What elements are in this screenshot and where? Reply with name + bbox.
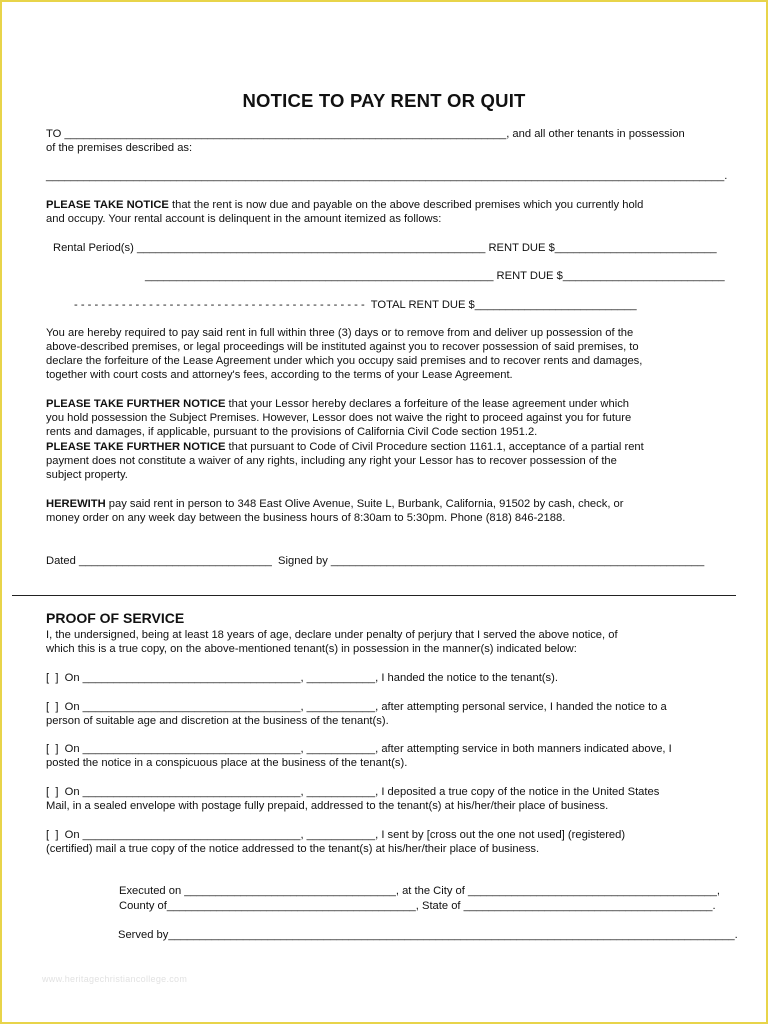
page-title: NOTICE TO PAY RENT OR QUIT (242, 90, 526, 111)
required-line-2: above-described premises, or legal proceedings will be instituted against you to recover possession of said premises, to (46, 341, 639, 353)
to-line-continued: of the premises described as: (46, 142, 193, 154)
watermark-text: www.heritagechristiancollege.com (42, 974, 188, 984)
total-rent-row: - - - - - - - - - - - - - - - - - - - - - - - - - - - - - - - - - - - - - - - - - - - TOTAL RENT DUE $__________________________ (74, 299, 637, 311)
proof-of-service-title: PROOF OF SERVICE (46, 610, 185, 626)
required-line-3: declare the forfeiture of the Lease Agreement under which you occupy said premises and to recover rents and damages, (46, 355, 643, 367)
required-line-1: You are hereby required to pay said rent in full within three (3) days or to remove from and deliver up possession of the (46, 327, 634, 339)
further-notice-1-line-1 (46, 397, 629, 412)
further-notice-2-lead: PLEASE TAKE FURTHER NOTICE (46, 441, 226, 453)
notice-lead: PLEASE TAKE NOTICE (46, 199, 169, 211)
further-notice-1-lead: PLEASE TAKE FURTHER NOTICE (46, 398, 226, 410)
required-line-4: together with court costs and attorney's fees, according to the terms of your Lease Agreement. (46, 369, 513, 381)
to-line: TO _______________________________________________________________________, and all other tenants in possession (46, 128, 685, 140)
further-notice-2-line-3: subject property. (46, 469, 128, 481)
further-notice-2-line-1 (46, 440, 644, 455)
service-option-2: [ ] On ___________________________________, ___________, after attempting personal service, I handed the notice to a (46, 701, 667, 713)
rent-row-1: Rental Period(s) ________________________________________________________ RENT DUE $__________________________ (53, 242, 717, 254)
further-notice-2-text: that pursuant to Code of Civil Procedure section 1161.1, acceptance of a partial rent (225, 441, 644, 453)
service-option-2-continued: person of suitable age and discretion at the business of the tenant(s). (46, 715, 389, 727)
service-option-4-continued: Mail, in a sealed envelope with postage fully prepaid, addressed to the tenant(s) at his/her/their place of business. (46, 800, 609, 812)
further-notice-1-line-3: rents and damages, if applicable, pursuant to the provisions of California Civil Code section 1951.2. (46, 426, 538, 438)
served-by-line: Served by___________________________________________________________________________________________. (118, 929, 738, 941)
executed-on-line: Executed on __________________________________, at the City of ________________________________________, (119, 885, 720, 897)
service-option-3: [ ] On ___________________________________, ___________, after attempting service in both manners indicated above, I (46, 743, 672, 755)
herewith-line-1 (46, 497, 624, 512)
service-option-4: [ ] On ___________________________________, ___________, I deposited a true copy of the notice in the United States (46, 786, 660, 798)
service-option-1: [ ] On ___________________________________, ___________, I handed the notice to the tenant(s). (46, 672, 558, 684)
service-option-5: [ ] On ___________________________________, ___________, I sent by [cross out the one not used] (registered) (46, 829, 626, 841)
herewith-lead: HEREWITH (46, 498, 106, 510)
dated-signed-line: Dated _______________________________ Signed by ____________________________________________________________ (46, 555, 705, 567)
section-divider (12, 595, 736, 596)
premises-line: _____________________________________________________________________________________________________________. (46, 170, 728, 182)
further-notice-1-text: that your Lessor hereby declares a forfeiture of the lease agreement under which (225, 398, 630, 410)
proof-intro-line-2: which this is a true copy, on the above-mentioned tenant(s) in possession in the manner(s) indicated below: (46, 643, 577, 655)
rent-row-2: ________________________________________________________ RENT DUE $__________________________ (145, 270, 725, 282)
further-notice-1-line-2: you hold possession the Subject Premises. However, Lessor does not waive the right to proceed against you for future (46, 412, 632, 424)
county-state-line: County of________________________________________, State of ________________________________________. (119, 900, 716, 912)
herewith-line-2: money order on any week day between the business hours of 8:30am to 5:30pm. Phone (818) 846-2188. (46, 512, 566, 524)
notice-text: that the rent is now due and payable on the above described premises which you currently hold (168, 199, 644, 211)
service-option-3-continued: posted the notice in a conspicuous place at the business of the tenant(s). (46, 757, 408, 769)
herewith-text: pay said rent in person to 348 East Olive Avenue, Suite L, Burbank, California, 91502 by cash, check, or (105, 498, 624, 510)
further-notice-2-line-2: payment does not constitute a waiver of any rights, including any right your Lessor has to recover possession of the (46, 455, 617, 467)
service-option-5-continued: (certified) mail a true copy of the notice addressed to the tenant(s) at his/her/their place of business. (46, 843, 540, 855)
notice-line-1 (46, 198, 643, 213)
proof-intro-line-1: I, the undersigned, being at least 18 years of age, declare under penalty of perjury that I served the above notice, of (46, 629, 618, 641)
notice-line-2: and occupy. Your rental account is delinquent in the amount itemized as follows: (46, 213, 442, 225)
